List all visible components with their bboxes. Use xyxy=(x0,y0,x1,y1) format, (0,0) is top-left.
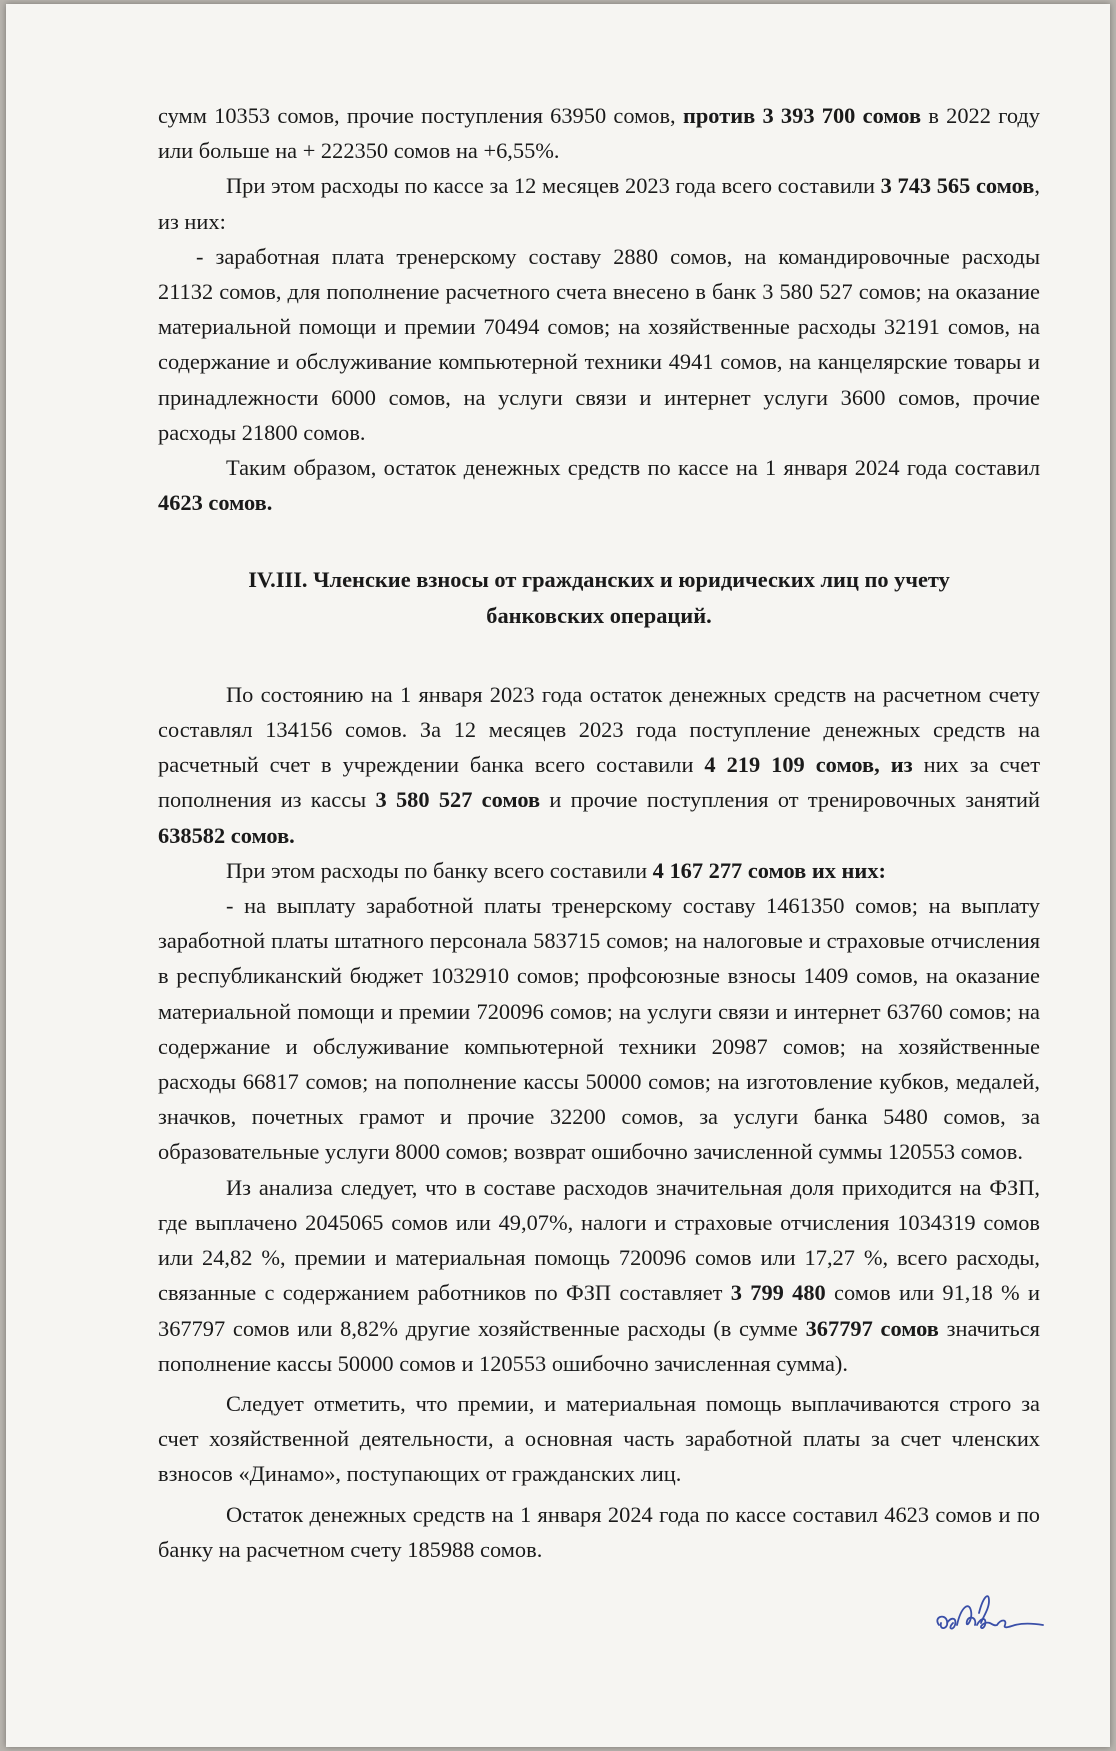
text-run: По состоянию на 1 января 2023 года остаток денежных средств на расчетном счету составлял 134156 сомов. За 12 месяцев 2023 года поступление денежных средств на расчетный счет в учреждении банка всего составили xyxy=(158,681,1040,778)
text-run: При этом расходы по банку всего составили xyxy=(226,857,653,883)
bold-run: 3 799 480 xyxy=(730,1280,826,1306)
bold-run: 3 743 565 сомов xyxy=(880,173,1035,199)
bold-run: 4623 сомов. xyxy=(158,490,273,516)
paragraph-bank-income xyxy=(158,677,1040,853)
paragraph-analysis xyxy=(158,1170,1040,1381)
text-run: сомов или 91,18 % и 367797 сомов или 8,82% другие хозяйственные расходы (в сумме xyxy=(158,1280,1040,1341)
text-run: значиться пополнение кассы 50000 сомов и 120553 ошибочно зачисленная сумма). xyxy=(158,1315,1040,1376)
handwritten-signature xyxy=(931,1587,1051,1647)
paragraph-cash-expenses xyxy=(158,168,1040,238)
text-run: в 2022 году или больше на + 222350 сомов на +6,55%. xyxy=(158,103,1040,164)
text-run: и прочие поступления от тренировочных занятий xyxy=(540,787,1041,813)
text-run: Таким образом, остаток денежных средств по кассе на 1 января 2024 года составил xyxy=(226,455,1040,481)
text-run: сумм 10353 сомов, прочие поступления 63950 сомов, xyxy=(158,103,683,128)
signature-stroke xyxy=(937,1596,1043,1629)
text-run: них за счет пополнения из кассы xyxy=(158,752,1040,813)
bold-run: 367797 сомов xyxy=(805,1315,939,1341)
paragraph-note: Следует отметить, что премии, и материальная помощь выплачиваются строго за счет хозяйственной деятельности, а основная часть заработной платы за счет членских взносов «Динамо», поступающих от гражданских лиц. xyxy=(158,1390,1040,1487)
bold-run: 4 219 109 сомов, из xyxy=(704,752,913,778)
paragraph-bank-expense-items: - на выплату заработной платы тренерскому составу 1461350 сомов; на выплату заработной платы штатного персонала 583715 сомов; на налоговые и страховые отчисления в республиканский бюджет 1032910 сомов; профсоюзные взносы 1409 сомов, на оказание материальной помощи и премии 720096 сомов; на услуги связи и интернет 63760 сомов; на содержание и обслуживание компьютерной техники 20987 сомов; на хозяйственные расходы 66817 сомов; на пополнение кассы 50000 сомов; на изготовление кубков, медалей, значков, почетных грамот и прочие 32200 сомов, за услуги банка 5480 сомов, за образовательные услуги 8000 сомов; возврат ошибочно зачисленной суммы 120553 сомов. xyxy=(158,893,1040,1165)
paragraph-income-summary xyxy=(158,98,1040,168)
paragraph-final-balance: Остаток денежных средств на 1 января 2024 года по кассе составил 4623 сомов и по банку на расчетном счету 185988 сомов. xyxy=(158,1501,1040,1562)
paragraph-cash-expense-items: - заработная плата тренерскому составу 2880 сомов, на командировочные расходы 21132 сомов, для пополнение расчетного счета внесено в банк 3 580 527 сомов; на оказание материальной помощи и премии 70494 сомов; на хозяйственные расходы 32191 сомов, на содержание и обслуживание компьютерной техники 4941 сомов, на канцелярские товары и принадлежности 6000 сомов, на услуги связи и интернет услуги 3600 сомов, прочие расходы 21800 сомов. xyxy=(158,243,1040,445)
text-run: Из анализа следует, что в составе расходов значительная доля приходится на ФЗП, где выплачено 2045065 сомов или 49,07%, налоги и страховые отчисления 1034319 сомов или 24,82 %, премии и материальная помощь 720096 сомов или 17,27 %, всего расходы, связанные с содержанием работников по ФЗП составляет xyxy=(158,1174,1040,1306)
document-page xyxy=(6,4,1110,1747)
paragraph-cash-balance xyxy=(158,450,1040,520)
bold-run: 638582 сомов. xyxy=(158,822,295,848)
document-body xyxy=(158,98,1040,1567)
text-run: , из них: xyxy=(158,173,1040,234)
section-heading: IV.III. Членские взносы от гражданских и юридических лиц по учету банковских операций. xyxy=(248,567,950,628)
bold-run: против 3 393 700 сомов xyxy=(682,103,922,128)
text-run: При этом расходы по кассе за 12 месяцев 2023 года всего составили xyxy=(226,173,881,199)
bold-run: 4 167 277 сомов их них: xyxy=(652,857,886,883)
paragraph-bank-expenses xyxy=(158,853,1040,888)
bold-run: 3 580 527 сомов xyxy=(375,787,541,813)
